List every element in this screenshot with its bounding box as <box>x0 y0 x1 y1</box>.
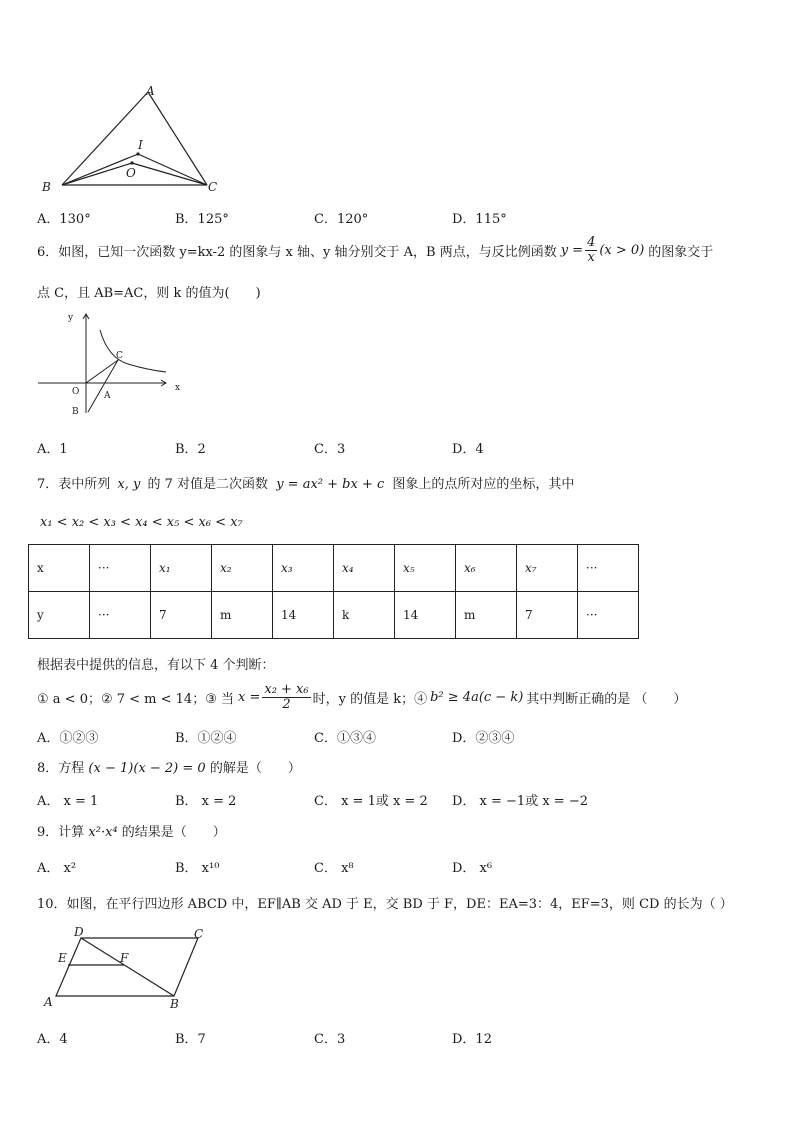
q7-option-a[interactable]: A．①②③ <box>37 731 99 746</box>
q10-label-B: B <box>170 997 179 1011</box>
q10-label-D: D <box>74 925 84 939</box>
q5-option-c[interactable]: C．120° <box>314 212 369 227</box>
q8-option-c[interactable]: C． x = 1或 x = 2 <box>314 794 428 809</box>
q7-judgements <box>37 683 686 712</box>
q7-cell-x-3: x₂ <box>212 545 273 592</box>
q5-label-O: O <box>126 166 136 180</box>
q7-judgement-num: x₂ + x₆ <box>264 682 309 697</box>
q7-vars: x, y <box>117 477 141 492</box>
q5-triangle-figure <box>30 80 230 195</box>
q7-cell-x-7: x₆ <box>456 545 517 592</box>
q7-cell-x-6: x₅ <box>395 545 456 592</box>
q6-option-b[interactable]: B．2 <box>175 442 206 457</box>
q10-option-c[interactable]: C．3 <box>314 1032 346 1047</box>
q7-judgement-den: 2 <box>282 697 291 712</box>
q10-option-b[interactable]: B．7 <box>175 1032 206 1047</box>
q7-cell-x-0: x <box>29 545 90 592</box>
q7-option-d[interactable]: D．②③④ <box>452 731 515 746</box>
q9-stem <box>37 821 226 840</box>
q7-judgement-fraction <box>262 683 310 712</box>
q10-label-C: C <box>194 927 204 941</box>
q10-parallelogram-figure <box>36 922 216 1012</box>
q8-option-d[interactable]: D． x = −1或 x = −2 <box>452 794 588 809</box>
q8-option-b[interactable]: B． x = 2 <box>175 794 237 809</box>
q7-cell-y-1: ··· <box>90 592 151 639</box>
q7-func: y = ax² + bx + c <box>276 477 385 492</box>
q7-cell-y-0: y <box>29 592 90 639</box>
q6-option-c[interactable]: C．3 <box>314 442 346 457</box>
q7-info: 根据表中提供的信息，有以下 4 个判断： <box>37 658 275 673</box>
q6-stem-line1 <box>37 236 713 265</box>
q7-judgement-x: x = <box>238 690 261 705</box>
q5-option-d[interactable]: D．115° <box>452 212 507 227</box>
q5-label-A: A <box>146 84 155 98</box>
q6-option-d[interactable]: D．4 <box>452 442 484 457</box>
q7-cell-x-9: ··· <box>578 545 639 592</box>
q6-label-O: O <box>72 387 80 397</box>
q8-text-after: 的解是（ ） <box>209 761 301 776</box>
q6-option-a[interactable]: A．1 <box>37 442 68 457</box>
q6-func-num: 4 <box>587 235 596 250</box>
q5-label-I: I <box>138 138 143 152</box>
q5-option-b[interactable]: B．125° <box>175 212 229 227</box>
q7-table-row-x <box>29 545 639 592</box>
q9-expression: x²·x⁴ <box>88 825 118 840</box>
q7-text-mid: 的 7 对值是二次函数 <box>147 477 269 492</box>
q6-func-y: y = <box>560 243 584 258</box>
q7-text-after: 图象上的点所对应的坐标，其中 <box>392 477 575 492</box>
q7-cell-y-5: k <box>334 592 395 639</box>
q7-inequality: x₁ < x₂ < x₃ < x₄ < x₅ < x₆ < x₇ <box>40 515 243 530</box>
q6-label-B: B <box>72 407 79 417</box>
q7-table-row-y <box>29 592 639 639</box>
q7-cell-x-8: x₇ <box>517 545 578 592</box>
q10-option-a[interactable]: A．4 <box>37 1032 68 1047</box>
q8-option-a[interactable]: A． x = 1 <box>37 794 99 809</box>
q9-text-before: 9．计算 <box>37 825 85 840</box>
q7-cell-x-2: x₁ <box>151 545 212 592</box>
q10-label-F: F <box>120 951 129 965</box>
q7-value-table <box>28 544 639 639</box>
q6-text-after: 的图象交于 <box>648 245 714 260</box>
q7-judgement-3: b² ≥ 4a(c − k) <box>430 690 524 705</box>
q5-label-C: C <box>208 180 218 194</box>
q7-cell-x-1: ··· <box>90 545 151 592</box>
q7-cell-y-6: 14 <box>395 592 456 639</box>
q7-cell-y-8: 7 <box>517 592 578 639</box>
q8-equation: (x − 1)(x − 2) = 0 <box>88 761 206 776</box>
q7-option-b[interactable]: B．①②④ <box>175 731 237 746</box>
q6-label-A: A <box>104 391 111 401</box>
q7-cell-y-2: 7 <box>151 592 212 639</box>
q7-text-before: 7．表中所列 <box>37 477 111 492</box>
q6-stem-line2: 点 C，且 AB=AC，则 k 的值为( ) <box>37 286 261 301</box>
q6-label-x: x <box>175 383 181 393</box>
q6-label-C: C <box>116 351 123 361</box>
q8-stem <box>37 757 301 776</box>
q8-text-before: 8．方程 <box>37 761 85 776</box>
q10-stem: 10．如图，在平行四边形 ABCD 中，EF∥AB 交 AD 于 E，交 BD 于 F，DE：EA=3：4，EF=3，则 CD 的长为（ ） <box>37 897 733 912</box>
q7-stem-line1 <box>37 473 574 492</box>
q5-option-a[interactable]: A．130° <box>37 212 91 227</box>
q9-option-a[interactable]: A． x² <box>37 861 77 876</box>
q6-func-fraction <box>585 236 597 265</box>
q7-cell-x-5: x₄ <box>334 545 395 592</box>
q9-option-b[interactable]: B． x¹⁰ <box>175 861 220 876</box>
q7-cell-y-3: m <box>212 592 273 639</box>
q7-cell-x-4: x₃ <box>273 545 334 592</box>
q10-label-A: A <box>44 995 53 1009</box>
q9-option-c[interactable]: C． x⁸ <box>314 861 354 876</box>
q9-option-d[interactable]: D． x⁶ <box>452 861 493 876</box>
q10-option-d[interactable]: D．12 <box>452 1032 492 1047</box>
q6-graph-figure <box>30 308 190 420</box>
q7-judgement-1: ① a < 0；② 7 < m < 14；③ 当 <box>37 692 234 707</box>
q7-cell-y-7: m <box>456 592 517 639</box>
q7-cell-y-4: 14 <box>273 592 334 639</box>
q10-label-E: E <box>58 951 67 965</box>
q7-judgement-2: 时，y 的值是 k；④ <box>312 692 428 707</box>
q6-func-den: x <box>587 250 595 265</box>
q7-cell-y-9: ··· <box>578 592 639 639</box>
q6-func-domain: (x > 0) <box>599 243 645 258</box>
q7-judgement-4: 其中判断正确的是 （ ） <box>526 692 687 707</box>
q6-text-before: 6．如图，已知一次函数 y=kx-2 的图象与 x 轴、y 轴分别交于 A，B 两点，与反比例函数 <box>37 245 557 260</box>
q9-text-after: 的结果是（ ） <box>121 825 226 840</box>
q5-label-B: B <box>42 180 51 194</box>
q6-label-y: y <box>68 313 74 323</box>
q7-option-c[interactable]: C．①③④ <box>314 731 376 746</box>
